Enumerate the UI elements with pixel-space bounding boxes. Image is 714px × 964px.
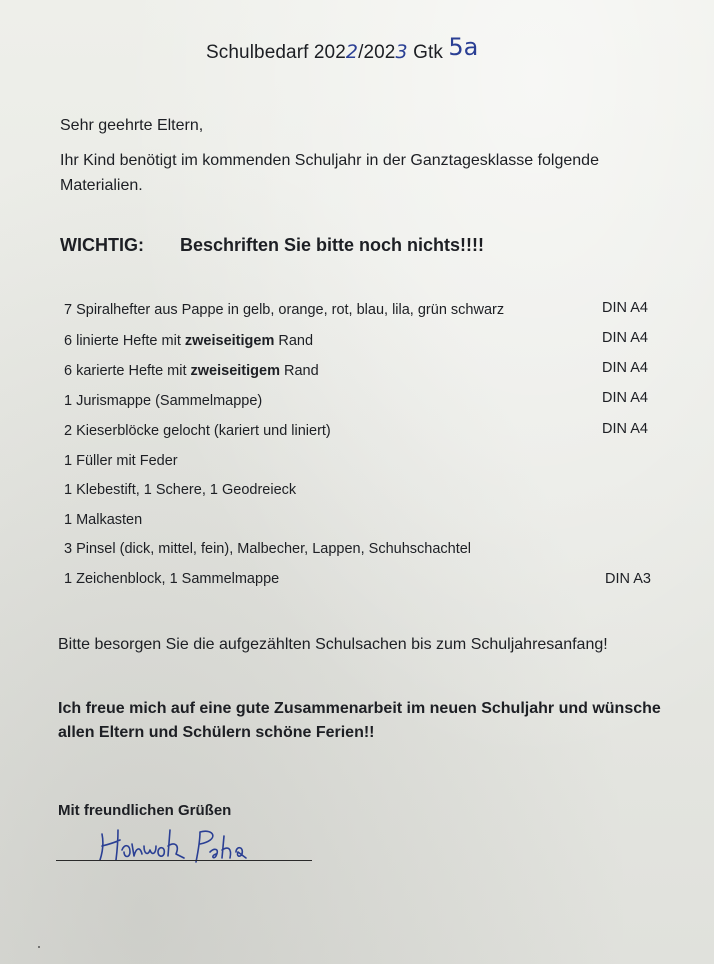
list-item: 1 Füller mit Feder xyxy=(64,453,178,469)
closing-request: Bitte besorgen Sie die aufgezählten Schulsachen bis zum Schuljahresanfang! xyxy=(58,636,608,653)
handwritten-class: 5a xyxy=(448,33,479,61)
list-item: 2 Kieserblöcke gelocht (kariert und liniert) xyxy=(64,423,331,439)
important-text: Beschriften Sie bitte noch nichts!!!! xyxy=(180,235,485,255)
signature-line xyxy=(56,860,312,861)
item-format: DIN A4 xyxy=(602,390,648,406)
list-item: 7 Spiralhefter aus Pappe in gelb, orange, rot, blau, lila, grün schwarz xyxy=(64,302,505,318)
document-title: Schulbedarf 2022/2023 Gtk 5a xyxy=(206,33,479,63)
list-item: 1 Malkasten xyxy=(64,512,143,528)
paper-speck xyxy=(38,946,40,948)
list-item: 3 Pinsel (dick, mittel, fein), Malbecher, Lappen, Schuhschachtel xyxy=(64,541,472,557)
list-item: 1 Jurismappe (Sammelmappe) xyxy=(64,393,263,409)
item-format: DIN A4 xyxy=(602,330,648,346)
intro-text: Ihr Kind benötigt im kommenden Schuljahr in der Ganztagesklasse folgende Materialien. xyxy=(60,152,599,194)
list-item: 1 Zeichenblock, 1 Sammelmappe xyxy=(64,571,280,587)
item-format: DIN A4 xyxy=(602,300,648,316)
list-item: 6 karierte Hefte mit zweiseitigem Rand xyxy=(64,363,319,379)
list-item: 6 linierte Hefte mit zweiseitigem Rand xyxy=(64,333,314,349)
important-label: WICHTIG: xyxy=(60,235,144,255)
closing-wish: Ich freue mich auf eine gute Zusammenarbeit im neuen Schuljahr und wünsche allen Eltern und Schülern schöne Ferien!! xyxy=(58,700,661,741)
item-format: DIN A4 xyxy=(602,421,648,437)
handwritten-year-digit-2: 3 xyxy=(395,41,408,63)
regards-line: Mit freundlichen Grüßen xyxy=(58,802,232,819)
item-format: DIN A3 xyxy=(605,571,651,587)
item-format: DIN A4 xyxy=(602,360,648,376)
salutation: Sehr geehrte Eltern, xyxy=(60,117,204,134)
handwritten-year-digit: 2 xyxy=(345,41,359,63)
list-item: 1 Klebestift, 1 Schere, 1 Geodreieck xyxy=(64,482,297,498)
